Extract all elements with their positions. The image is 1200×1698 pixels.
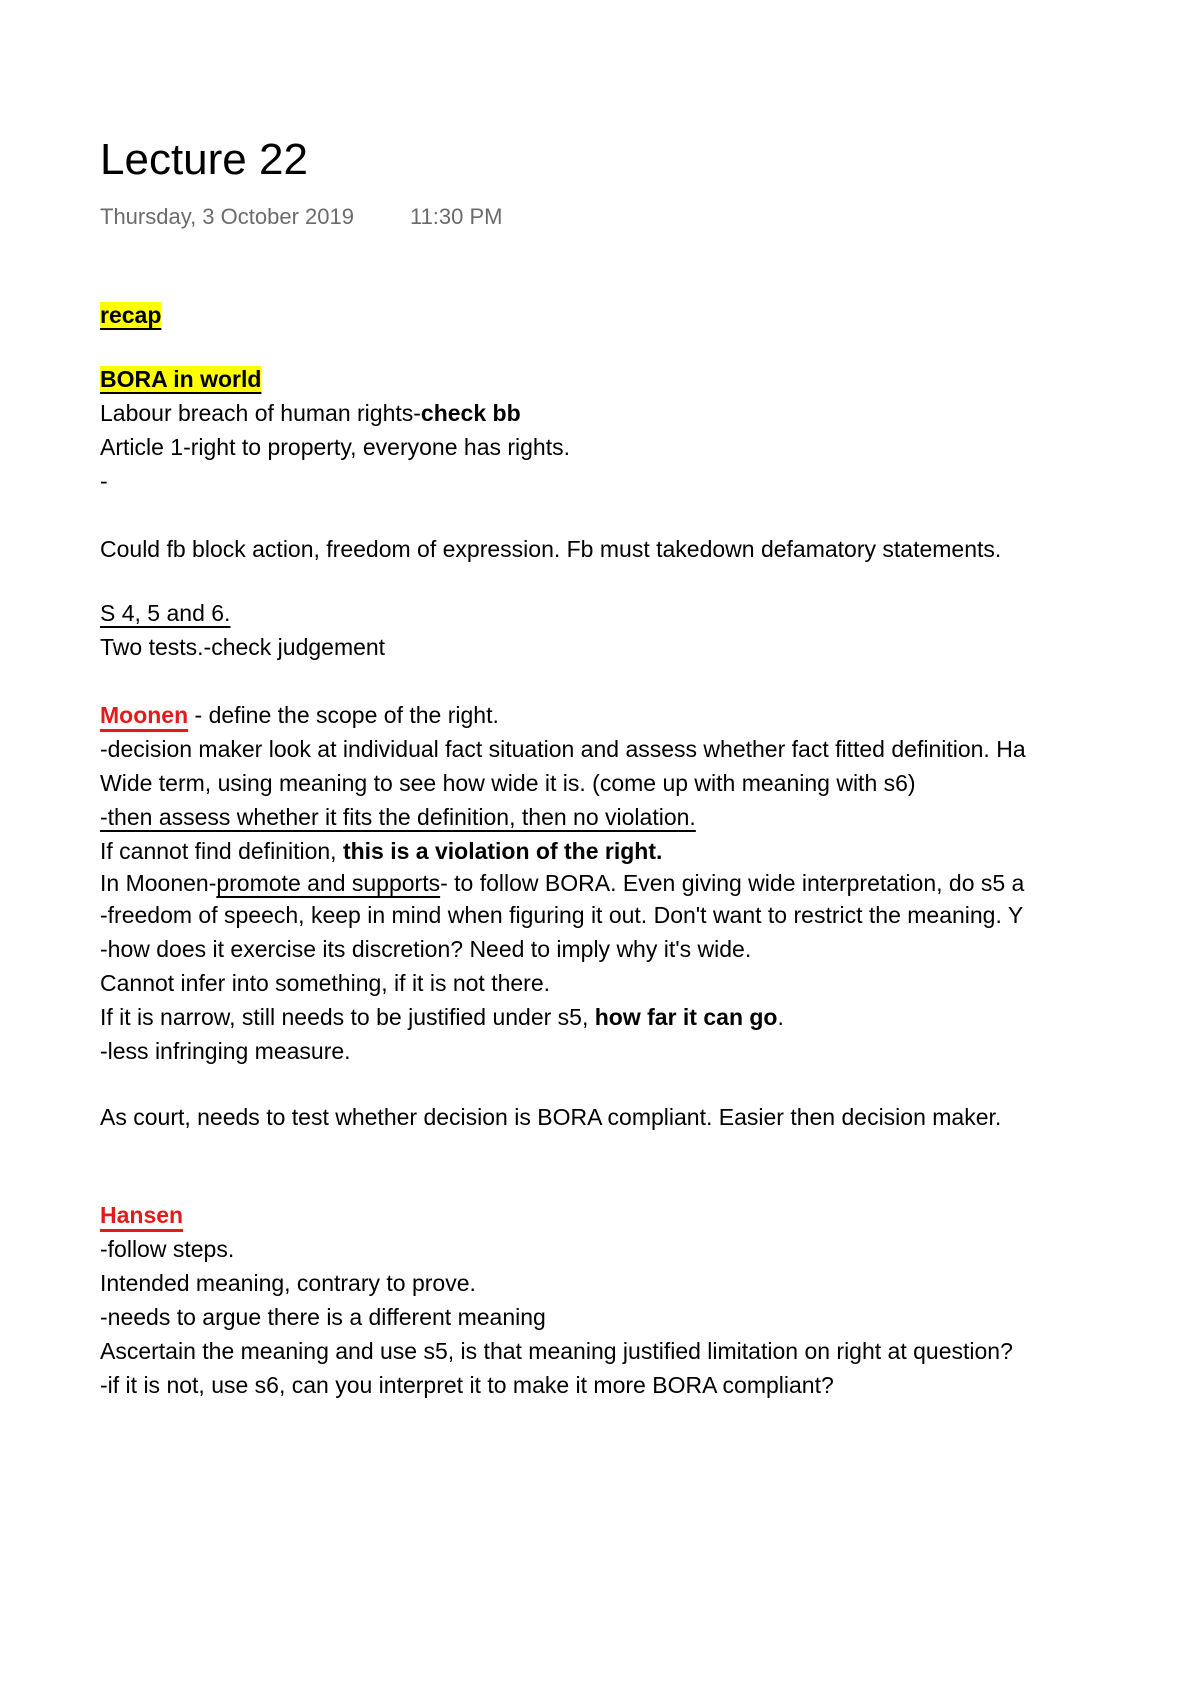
case-name-moonen: Moonen (100, 702, 189, 728)
text-run: - define the scope of the right. (188, 702, 499, 728)
moonen-line-10 (100, 1000, 784, 1034)
bora-line-2: Article 1-right to property, everyone has rights. (100, 434, 571, 460)
moonen-line-4 (100, 800, 696, 834)
hansen-line-2: Intended meaning, contrary to prove. (100, 1270, 476, 1296)
page-title: Lecture 22 (100, 135, 308, 184)
moonen-line-5 (100, 834, 662, 868)
hansen-line-3: -needs to argue there is a different meaning (100, 1304, 546, 1330)
bora-line-4: Could fb block action, freedom of expression. Fb must takedown defamatory statements. (100, 536, 1002, 562)
recap-heading: recap (100, 302, 162, 328)
page-timestamp (100, 202, 503, 232)
text-run: If it is narrow, still needs to be justified under s5, (100, 1004, 595, 1030)
text-run: Labour breach of human rights- (100, 400, 421, 426)
moonen-line-11: -less infringing measure. (100, 1038, 351, 1064)
bold-run: how far it can go (594, 1004, 778, 1030)
moonen-line-7: -freedom of speech, keep in mind when figuring it out. Don't want to restrict the meaning. Y (100, 902, 1024, 928)
text-run: - to follow BORA. Even giving wide interpretation, do s5 a (440, 870, 1025, 896)
bold-run: check bb (420, 400, 521, 426)
page-time: 11:30 PM (409, 204, 503, 229)
sections-line-1: Two tests.-check judgement (100, 634, 386, 660)
hansen-heading-line (100, 1198, 183, 1232)
moonen-line-12: As court, needs to test whether decision is BORA compliant. Easier then decision maker. (100, 1104, 1002, 1130)
text-run: In Moonen- (100, 870, 217, 896)
bora-heading-line (100, 362, 261, 396)
sections-heading: S 4, 5 and 6. (100, 600, 231, 626)
hansen-line-5: -if it is not, use s6, can you interpret it to make it more BORA compliant? (100, 1372, 834, 1398)
underlined-run: -then assess whether it fits the definition, then no violation. (100, 804, 696, 830)
bold-run: this is a violation of the right. (342, 838, 663, 864)
bora-world-heading: BORA in world (100, 366, 262, 392)
sections-heading-line (100, 596, 230, 630)
moonen-line-9: Cannot infer into something, if it is not there. (100, 970, 551, 996)
recap-heading-line (100, 298, 161, 332)
moonen-line-8: -how does it exercise its discretion? Need to imply why it's wide. (100, 936, 752, 962)
page-date: Thursday, 3 October 2019 (100, 204, 354, 229)
text-run: . (777, 1004, 784, 1030)
hansen-line-4: Ascertain the meaning and use s5, is that meaning justified limitation on right at question? (100, 1338, 1013, 1364)
hansen-line-1: -follow steps. (100, 1236, 235, 1262)
moonen-line-2: -decision maker look at individual fact situation and assess whether fact fitted definition. Ha (100, 736, 1026, 762)
bora-line-1 (100, 396, 521, 430)
case-name-hansen: Hansen (100, 1202, 184, 1228)
underlined-run: promote and supports (216, 870, 441, 896)
moonen-line-6 (100, 866, 1024, 900)
moonen-line-1 (100, 698, 499, 732)
bora-line-3: - (100, 468, 108, 494)
text-run: If cannot find definition, (100, 838, 343, 864)
moonen-line-3: Wide term, using meaning to see how wide it is. (come up with meaning with s6) (100, 770, 916, 796)
